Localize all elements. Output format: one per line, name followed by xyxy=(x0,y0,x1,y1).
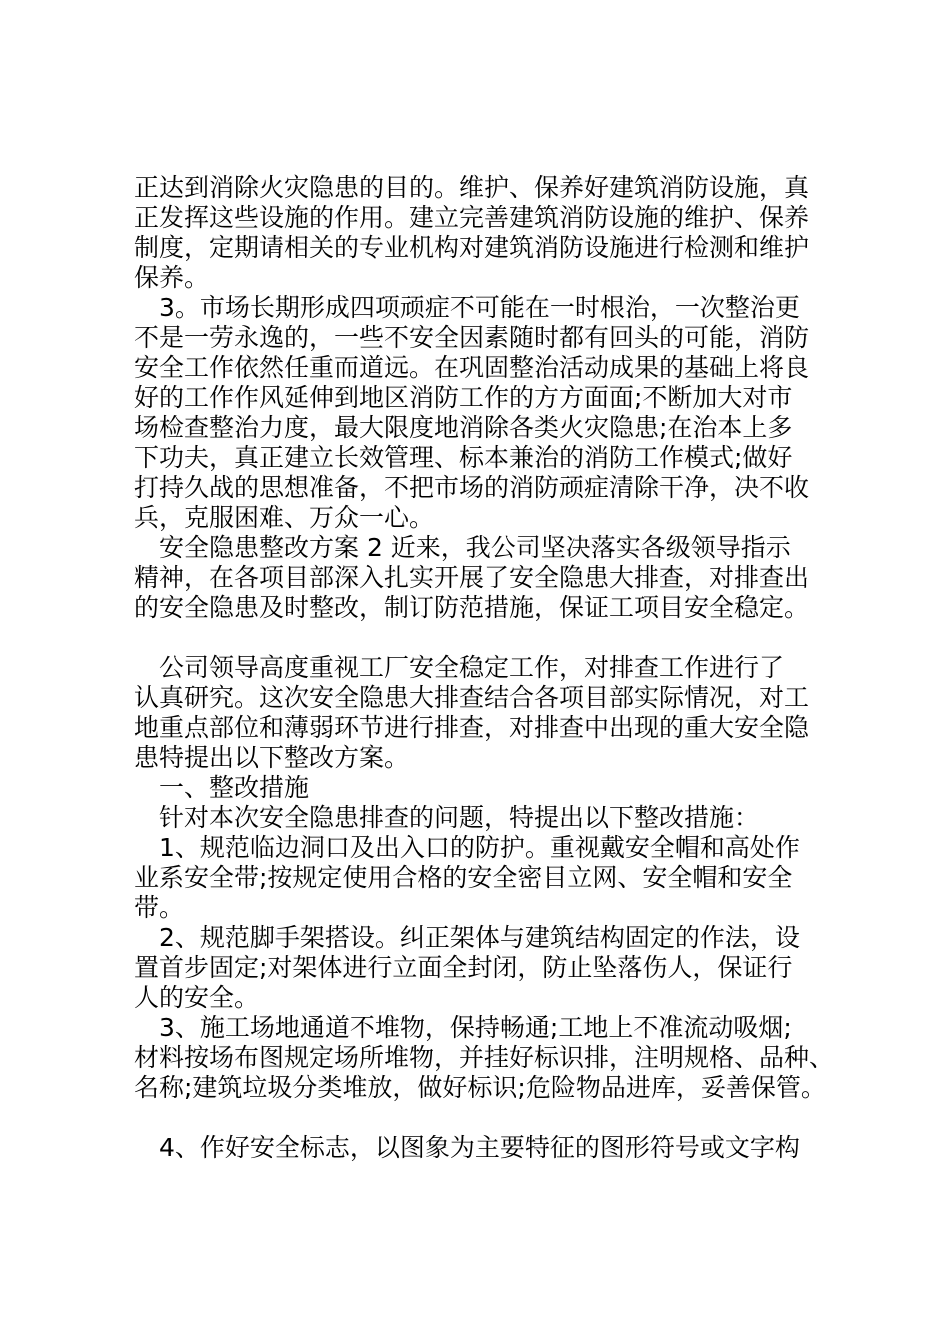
text-line: 场检查整治力度，最大限度地消除各类火灾隐患;在治本上多 xyxy=(134,413,793,442)
text-line: 的安全隐患及时整改，制订防范措施，保证工项目安全稳定。 xyxy=(134,593,810,622)
text-line: 材料按场布图规定场所堆物，并挂好标识排，注明规格、品种、 xyxy=(134,1043,835,1072)
text-line: 保养。 xyxy=(134,263,210,292)
text-line: 精神，在各项目部深入扎实开展了安全隐患大排查，对排查出 xyxy=(134,563,810,592)
text-line: 制度，定期请相关的专业机构对建筑消防设施进行检测和维护 xyxy=(134,233,810,262)
text-line: 不是一劳永逸的，一些不安全因素随时都有回头的可能，消防 xyxy=(134,323,810,352)
text-line: 3。市场长期形成四项顽症不可能在一时根治，一次整治更 xyxy=(134,293,800,322)
text-line: 安全工作依然任重而道远。在巩固整治活动成果的基础上将良 xyxy=(134,353,810,382)
text-line: 打持久战的思想准备，不把市场的消防顽症清除干净，决不收 xyxy=(134,473,810,502)
text-line: 好的工作作风延伸到地区消防工作的方方面面;不断加大对市 xyxy=(134,383,793,412)
text-line: 安全隐患整改方案 2 近来，我公司坚决落实各级领导指示 xyxy=(134,533,791,562)
text-line: 置首步固定;对架体进行立面全封闭，防止坠落伤人，保证行 xyxy=(134,953,793,982)
text-line: 公司领导高度重视工厂安全稳定工作，对排查工作进行了 xyxy=(134,653,785,682)
text-line: 1、规范临边洞口及出入口的防护。重视戴安全帽和高处作 xyxy=(134,833,800,862)
text-line: 业系安全带;按规定使用合格的安全密目立网、安全帽和安全 xyxy=(134,863,793,892)
text-line: 患特提出以下整改方案。 xyxy=(134,743,410,772)
text-line: 针对本次安全隐患排查的问题，特提出以下整改措施： xyxy=(134,803,760,832)
text-line: 兵，克服困难、万众一心。 xyxy=(134,503,435,532)
text-line: 4、作好安全标志，以图象为主要特征的图形符号或文字构 xyxy=(134,1133,800,1162)
text-line: 3、施工场地通道不堆物，保持畅通;工地上不准流动吸烟; xyxy=(134,1013,792,1042)
text-line: 人的安全。 xyxy=(134,983,260,1012)
text-line: 地重点部位和薄弱环节进行排查，对排查中出现的重大安全隐 xyxy=(134,713,810,742)
text-line: 正发挥这些设施的作用。建立完善建筑消防设施的维护、保养 xyxy=(134,203,810,232)
text-line: 正达到消除火灾隐患的目的。维护、保养好建筑消防设施，真 xyxy=(134,173,810,202)
text-line: 名称;建筑垃圾分类堆放，做好标识;危险物品进库，妥善保管。 xyxy=(134,1073,826,1102)
text-line: 认真研究。这次安全隐患大排查结合各项目部实际情况，对工 xyxy=(134,683,810,712)
section-heading: 一、整改措施 xyxy=(134,773,310,802)
text-line: 带。 xyxy=(134,893,185,922)
text-line: 2、规范脚手架搭设。纠正架体与建筑结构固定的作法，设 xyxy=(134,923,800,952)
text-line: 下功夫，真正建立长效管理、标本兼治的消防工作模式;做好 xyxy=(134,443,793,472)
